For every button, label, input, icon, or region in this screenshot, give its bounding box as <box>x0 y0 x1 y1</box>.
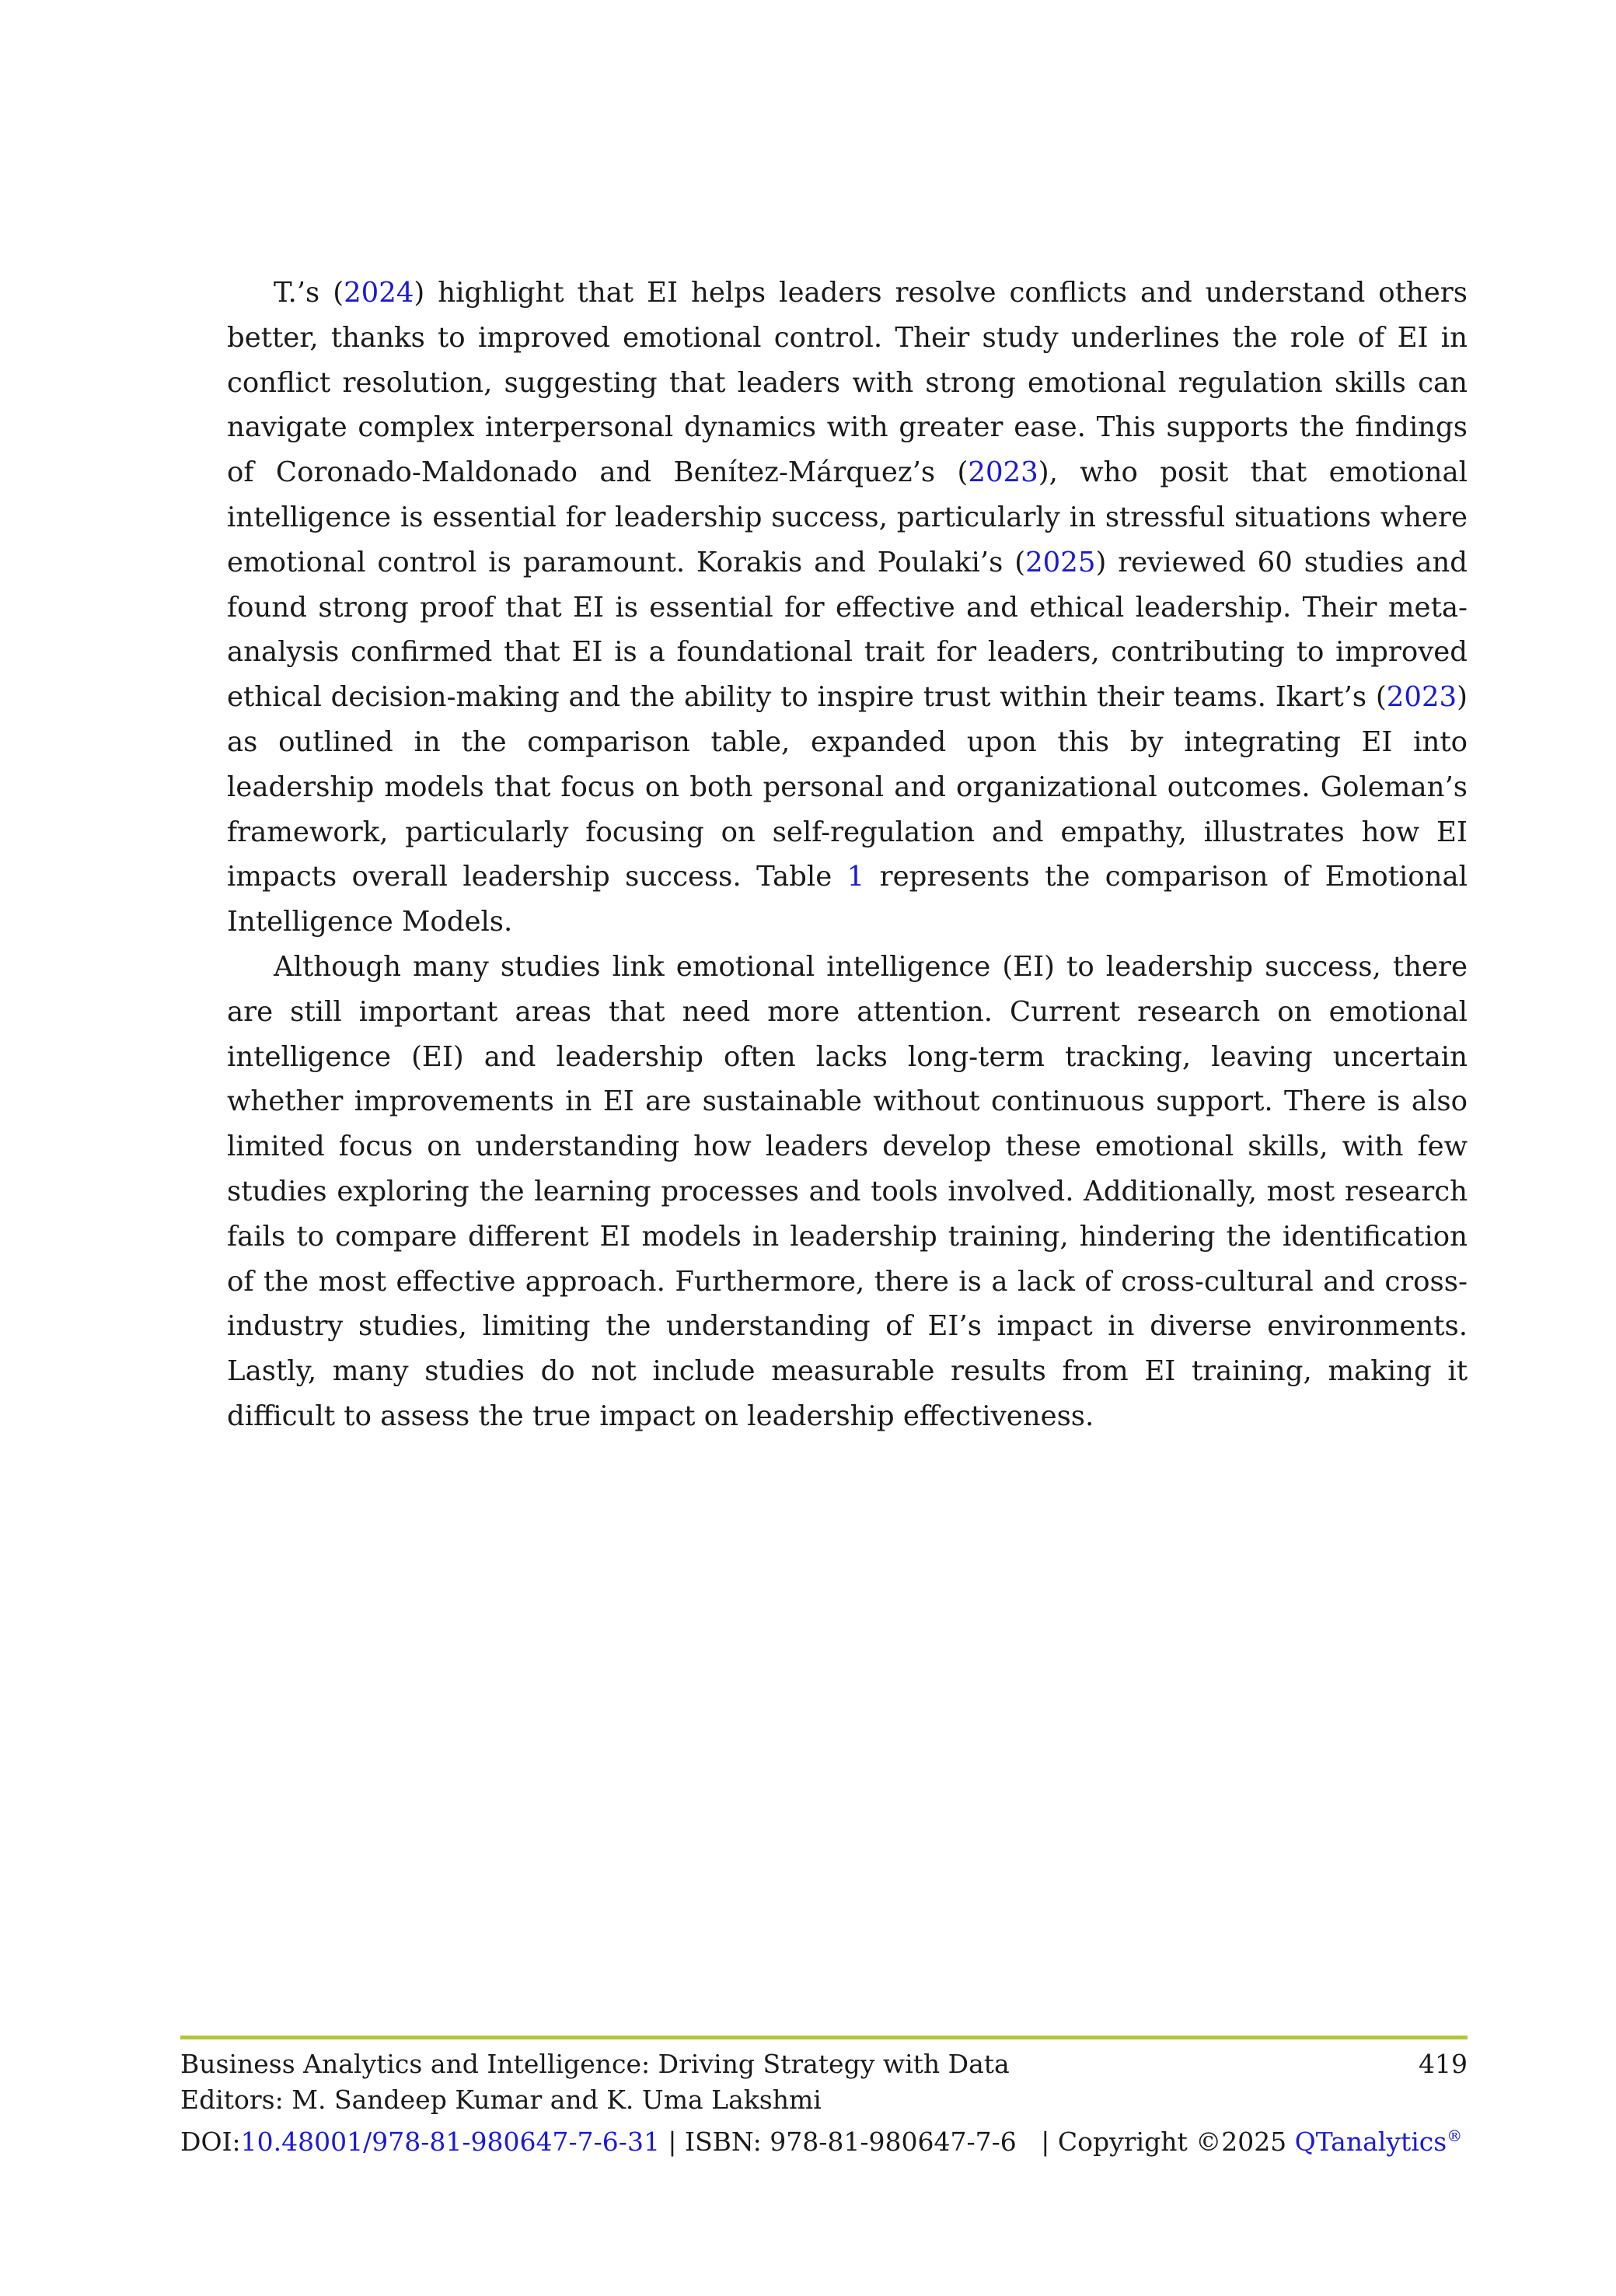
text-run: ), who posit that emotional intelligence is essential for leadership success, particularly in stressful situations where emotional control is paramount. Korakis and Poulaki’s ( <box>227 456 1468 578</box>
citation-link[interactable]: 2023 <box>1386 681 1457 714</box>
publisher-link[interactable]: QTanalytics <box>1294 2127 1447 2157</box>
text-run: represents the comparison of Emotional Intelligence Models. <box>227 861 1468 938</box>
text-run: ) highlight that EI helps leaders resolve conflicts and understand others better, thanks to improved emotional control. Their study underlines the role of EI in conflict resolution, suggesting that leaders with strong emotional regulation skills can navigate complex interpersonal dynamics with greater ease. This supports the findings of Coronado-Maldonado and Benítez-Márquez’s ( <box>227 277 1468 489</box>
citation-link[interactable]: 2025 <box>1025 546 1096 578</box>
main-text <box>227 271 1468 1439</box>
paragraph-1 <box>227 271 1468 945</box>
table-reference-link[interactable]: 1 <box>846 861 865 893</box>
isbn-copyright: | ISBN: 978-81-980647-7-6 | Copyright ©2025 <box>659 2127 1295 2157</box>
doi-label: DOI: <box>180 2127 241 2157</box>
footer-divider <box>180 2036 1468 2039</box>
doi-link[interactable]: 10.48001/978-81-980647-7-6-31 <box>240 2127 660 2157</box>
text-run: ) reviewed 60 studies and found strong proof that EI is essential for effective and ethical leadership. Their meta-analysis confirmed that EI is a foundational trait for leaders, contributing to improved ethical decision-making and the ability to inspire trust within their teams. Ikart’s ( <box>227 546 1468 714</box>
footer-doi-line <box>180 2118 1468 2160</box>
page-number: 419 <box>1419 2049 1468 2079</box>
citation-link[interactable]: 2024 <box>344 277 414 309</box>
text-run: ) as outlined in the comparison table, expanded upon this by integrating EI into leadership models that focus on both personal and organizational outcomes. Goleman’s framework, particularly focusing on self-regulation and empathy, illustrates how EI impacts overall leadership success. Table <box>227 681 1468 893</box>
text-run: T.’s ( <box>274 277 344 309</box>
book-title: Business Analytics and Intelligence: Driving Strategy with Data <box>180 2049 1010 2079</box>
paragraph-2: Although many studies link emotional intelligence (EI) to leadership success, there are still important areas that need more attention. Current research on emotional intelligence (EI) and leadership often lacks long-term tracking, leaving uncertain whether improvements in EI are sustainable without continuous support. There is also limited focus on understanding how leaders develop these emotional skills, with few studies exploring the learning processes and tools involved. Additionally, most research fails to compare different EI models in leadership training, hindering the identification of the most effective approach. Furthermore, there is a lack of cross-cultural and cross-industry studies, limiting the understanding of EI’s impact in diverse environments. Lastly, many studies do not include measurable results from EI training, making it difficult to assess the true impact on leadership effectiveness. <box>227 950 1468 1432</box>
footer-editors: Editors: M. Sandeep Kumar and K. Uma Lakshmi <box>180 2085 822 2115</box>
citation-link[interactable]: 2023 <box>968 456 1038 489</box>
page-footer <box>180 2046 1468 2160</box>
footer-book-line <box>180 2046 1468 2082</box>
registered-mark: ® <box>1447 2127 1463 2145</box>
